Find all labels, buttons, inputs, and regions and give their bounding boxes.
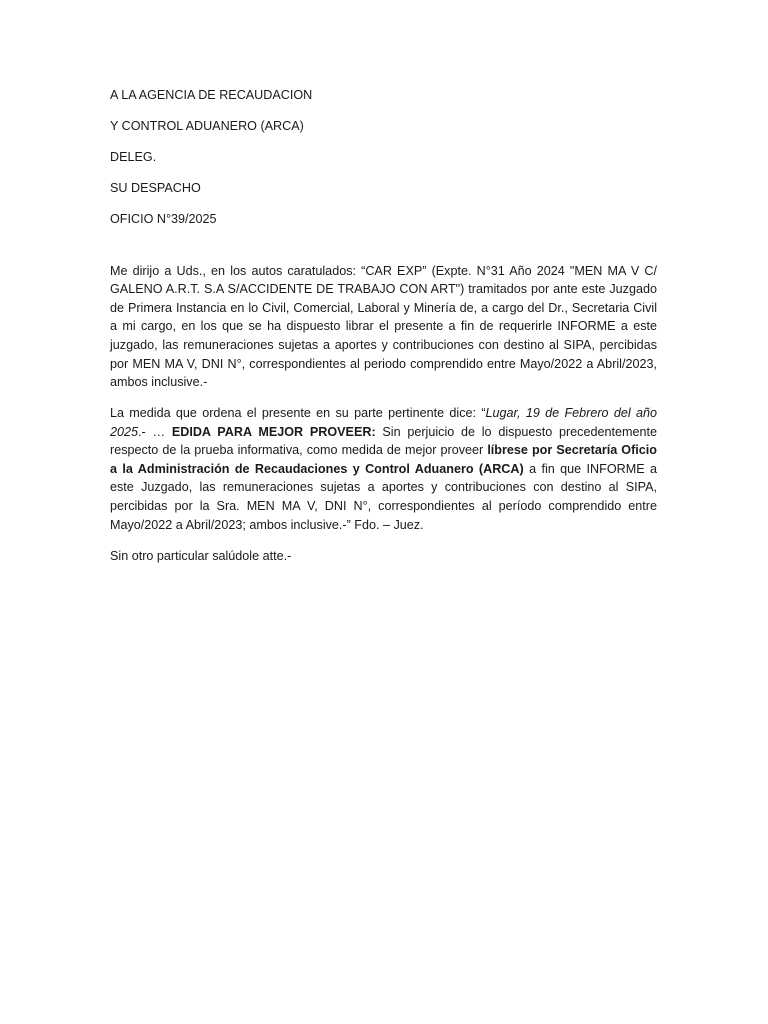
oficio-number: OFICIO N°39/2025 bbox=[110, 211, 217, 226]
closing-line: Sin otro particular salúdole atte.- bbox=[110, 548, 292, 563]
p2-colon: : bbox=[371, 424, 376, 439]
p2-text-a: Sin perjuicio de lo dispuesto precedentemente respecto de la prueba informativa, como medida de mejor proveer bbox=[110, 424, 657, 458]
addressee-line-3: DELEG. bbox=[110, 149, 157, 164]
body-paragraph-2 bbox=[110, 404, 657, 534]
body-paragraph-1: Me dirijo a Uds., en los autos caratulados: “CAR EXP” (Expte. N°31 Año 2024 "MEN MA V C/ GALENO A.R.T. S.A S/ACCIDENTE DE TRABAJO CON ART") tramitados por ante este Juzgado de Primera Instancia en lo Civil, Comercial, Laboral y Minería de, a cargo del Dr., Secretaria Civil a mi cargo, en los que se ha dispuesto librar el presente a fin de requerirle INFORME a este juzgado, las remuneraciones sujetas a aportes y contribuciones con destino al SIPA, percibidas por MEN MA V, DNI N°, correspondientes al periodo comprendido entre Mayo/2022 a Abril/2023, ambos inclusive.- bbox=[110, 263, 657, 390]
p2-intro: La medida que ordena el presente en su parte pertinente dice: “ bbox=[110, 406, 486, 421]
letter-header bbox=[110, 86, 657, 229]
p2-italic-date: Lugar, 19 de Febrero del año 2025 bbox=[110, 406, 657, 439]
p2-bold-order: líbrese por Secretaría Oficio a la Administración de Recaudaciones y Control Aduanero (ARCA) bbox=[110, 443, 657, 476]
p2-after-date: .- … bbox=[138, 424, 172, 439]
document-content bbox=[110, 86, 657, 565]
p2-bold-heading: EDIDA PARA MEJOR PROVEER bbox=[171, 424, 372, 439]
addressee-line-4: SU DESPACHO bbox=[110, 180, 201, 195]
addressee-line-1: A LA AGENCIA DE RECAUDACION bbox=[110, 88, 313, 102]
p2-text-b: a fin que INFORME a este Juzgado, las remuneraciones sujetas a aportes y contribuciones con destino al SIPA, percibidas por la Sra. MEN MA V, DNI N°, correspondientes al período comprendido entre Mayo/2022 a Abril/2023; ambos inclusive.-” Fdo. – Juez. bbox=[110, 461, 657, 532]
addressee-line-2: Y CONTROL ADUANERO (ARCA) bbox=[110, 118, 304, 133]
